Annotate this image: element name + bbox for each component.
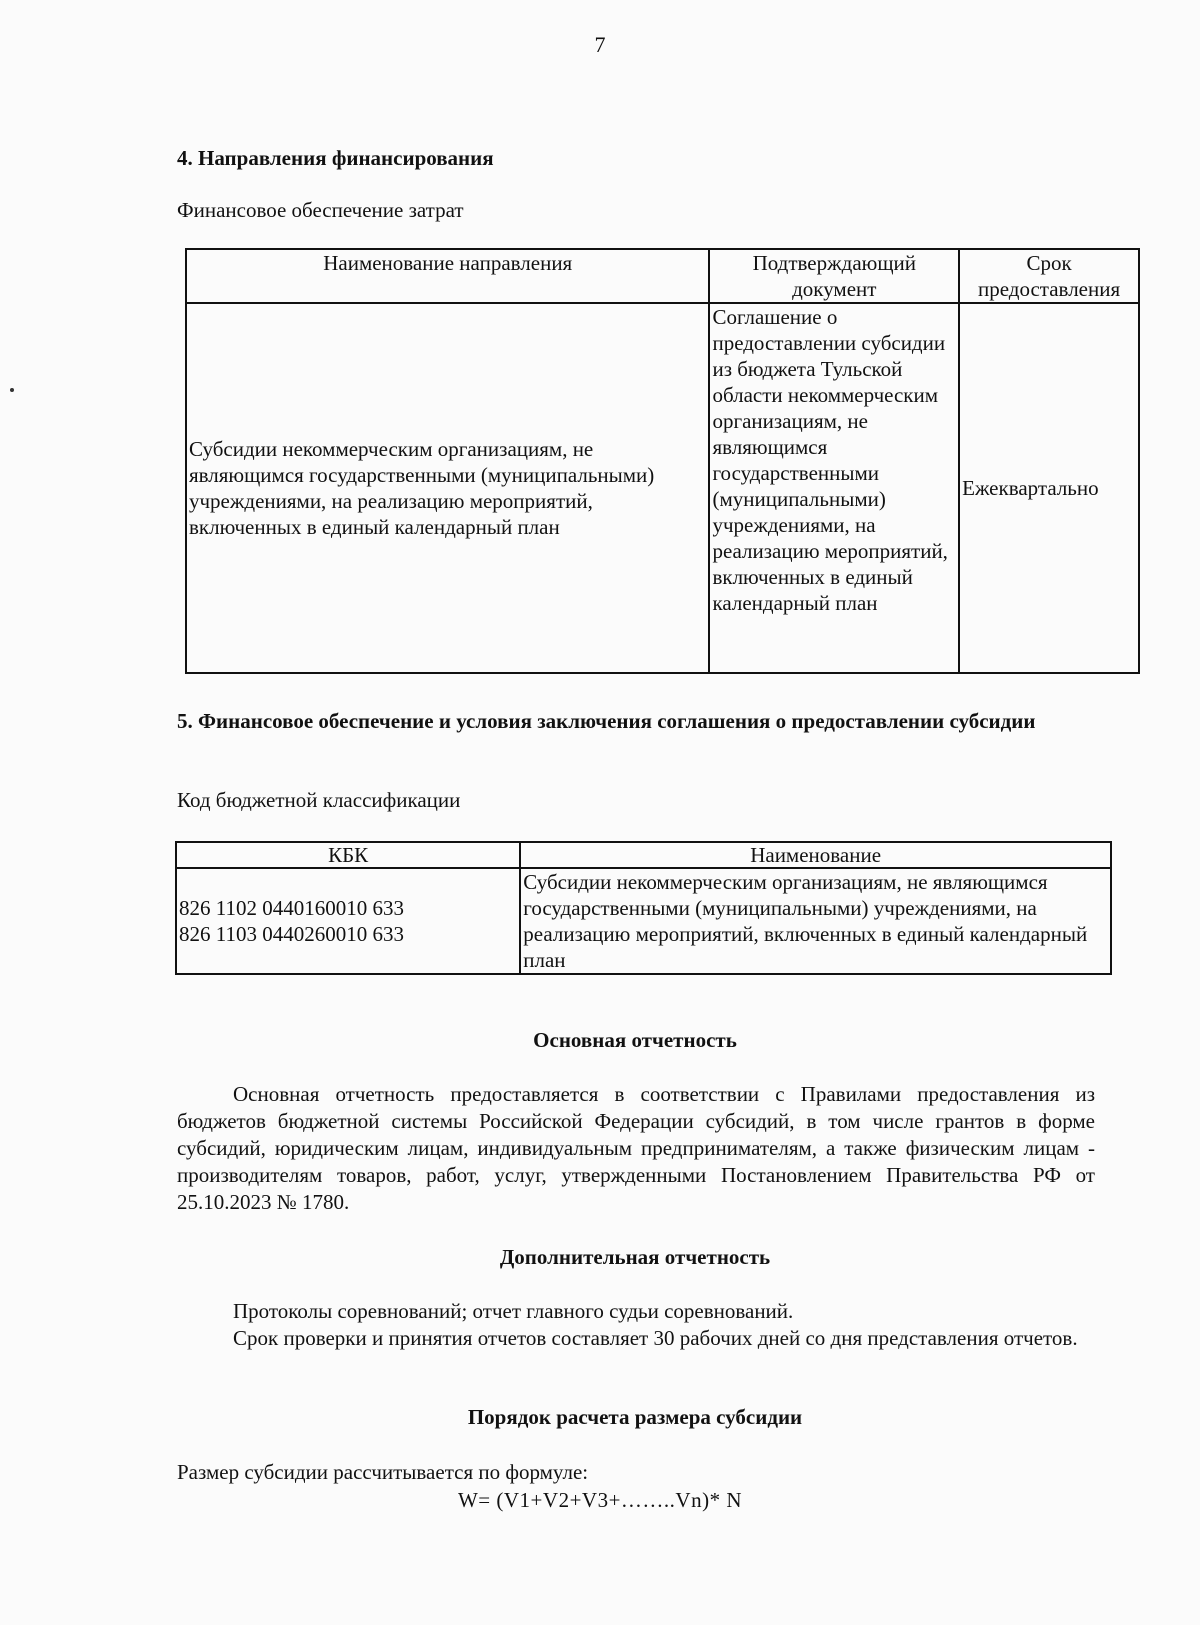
funding-directions-table — [185, 248, 1140, 674]
section-4-subtitle: Финансовое обеспечение затрат — [177, 198, 464, 222]
cell-direction: Субсидии некоммерческим организациям, не являющимся государственными (муниципальными) учреждениями, на реализацию мероприятий, включенных в единый календарный план — [186, 303, 709, 673]
additional-reporting-title: Дополнительная отчетность — [499, 1245, 771, 1269]
scan-speck — [10, 388, 14, 392]
header-name: Наименование — [520, 842, 1111, 868]
additional-reporting-line-2: Срок проверки и принятия отчетов составляет 30 рабочих дней со дня представления отчетов. — [233, 1326, 1078, 1350]
section-5-subtitle: Код бюджетной классификации — [177, 788, 461, 812]
cell-kbk-name: Субсидии некоммерческим организациям, не являющимся государственными (муниципальными) учреждениями, на реализацию мероприятий, включенных в единый календарный план — [520, 868, 1111, 974]
main-reporting-title: Основная отчетность — [533, 1028, 737, 1052]
section-5-title: 5. Финансовое обеспечение и условия заключения соглашения о предоставлении субсидии — [177, 709, 1036, 733]
cell-document: Соглашение о предоставлении субсидии из бюджета Тульской области некоммерческим организациям, не являющимся государственными (муниципальными) учреждениями, на реализацию мероприятий, включенных в единый календарный план — [709, 303, 959, 673]
section-4-title: 4. Направления финансирования — [177, 146, 494, 170]
header-kbk: КБК — [176, 842, 520, 868]
table-header-row — [176, 842, 1111, 868]
calculation-intro: Размер субсидии рассчитывается по формуле: — [177, 1460, 589, 1484]
header-direction: Наименование направления — [186, 249, 709, 303]
calculation-title: Порядок расчета размера субсидии — [467, 1405, 803, 1429]
header-document: Подтверждающий документ — [709, 249, 959, 303]
cell-kbk — [176, 868, 520, 974]
kbk-code-1: 826 1102 0440160010 633 — [179, 896, 404, 920]
table-row — [176, 868, 1111, 974]
kbk-table — [175, 841, 1112, 975]
additional-reporting-line-1: Протоколы соревнований; отчет главного судьи соревнований. — [233, 1299, 794, 1323]
calculation-formula: W= (V1+V2+V3+……..Vn)* N — [457, 1488, 742, 1512]
cell-period: Ежеквартально — [959, 303, 1139, 673]
page-number: 7 — [594, 32, 606, 57]
kbk-code-2: 826 1103 0440260010 633 — [179, 922, 404, 946]
main-reporting-text: Основная отчетность предоставляется в соответствии с Правилами предоставления из бюджетов бюджетной системы Российской Федерации субсидий, в том числе грантов в форме субсидий, юридическим лицам, индивидуальным предпринимателям, а также физическим лицам - производителям товаров, работ, услуг, утвержденными Постановлением Правительства РФ от 25.10.2023 № 1780. — [177, 1082, 1095, 1214]
header-period: Срок предоставления — [959, 249, 1139, 303]
table-row — [186, 303, 1139, 673]
table-header-row — [186, 249, 1139, 303]
